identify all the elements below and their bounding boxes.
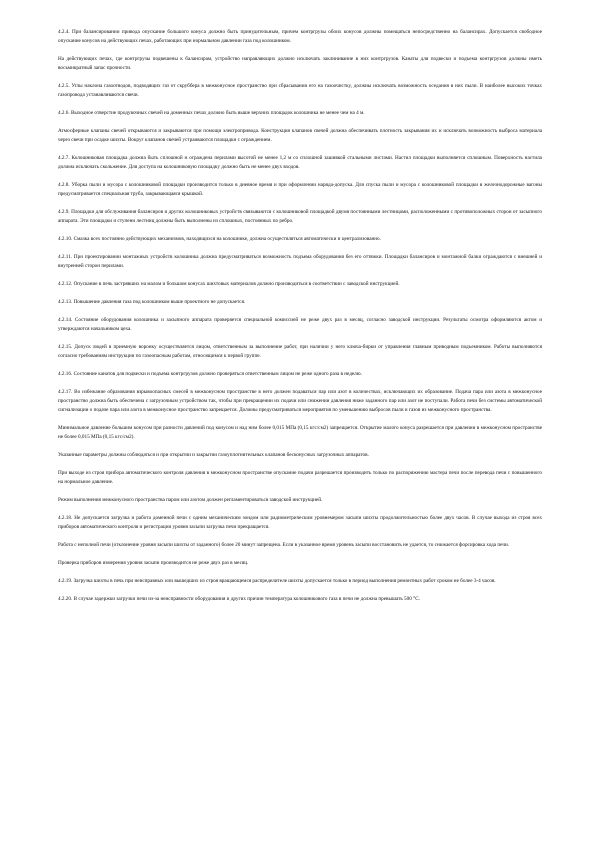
- paragraph-4-2-17: 4.2.17. Во избежание образования взрывоопасных смесей в межконусном пространстве в него должен подаваться пар или азот в количествах, исключающих их образование. Подача пара или азота в межконусное пространство должна быть обеспечена с загрузочным устройством так, чтобы при прекращении их подачи или снижении давления ниже заданного пар или азот не поступали. Работа печи без системы автоматической сигнализации о подаче пара или азота в межконусное пространство запрещается. Должны предусматриваться мероприятия по уменьшению выбросов пыли и газов из межконусного пространства.: [58, 389, 542, 413]
- paragraph-4-2-20: 4.2.20. В случае задержки загрузки печи из-за неисправности оборудования и других причин температура колошникового газа в печи не должна превышать 500 °С.: [58, 596, 420, 602]
- paragraph-4-2-4: 4.2.4. При балансировании привода опускание большого конуса должно быть принудительным, причем контргрузы обоих конусов должны помещаться непосредственно на балансирах. Допускается свободное опускание конусов на действующих печах, работающих при нормальном давлении газа под колошником.: [58, 29, 542, 44]
- paragraph-4-2-10: 4.2.10. Смазка всех постоянно действующих механизмов, находящихся на колошнике, должна осуществляться автоматически и централизованно.: [58, 236, 381, 242]
- paragraph-4-2-6: 4.2.6. Выходное отверстие продувочных свечей на доменных печах должно быть выше верхних площадок колошника не менее чем на 4 м.: [58, 110, 365, 116]
- paragraph-parameters: Указанные параметры должны соблюдаться и при открытии и закрытии газоуплотнительных клапанов бесконусных загрузочных аппаратов.: [58, 452, 369, 458]
- paragraph-4-2-19: 4.2.19. Загрузка шихты в печь при неисправных или вышедших из строя вращающемся распределителе шихты допускается только в период выполнения ремонтных работ сроком не более 3-4 часов.: [58, 578, 496, 584]
- paragraph-4-2-5: 4.2.5. Углы наклона газоотводов, подводящих газ от скруббера в межконусное пространство при сбрасывании его на газоочистку, должны исключать возможность оседания в них пыли. В наиболее высоких точках газопровода устанавливаются свечи.: [58, 83, 542, 98]
- paragraph-4-2-16: 4.2.16. Состояние канатов для подвески и подъема контргрузов должно проверяться ответственным лицом не реже одного раза в неделю.: [58, 371, 362, 377]
- paragraph-level-deviation: Работа с неполной печи (отклонение уровня засыпи шихты от заданного) более 20 минут запрещена. Если в указанное время уровень засыпи восстановить не удается, то снижается форсировка хода печи.: [58, 542, 510, 548]
- paragraph-4-2-14: 4.2.14. Состояние оборудования колошника и засыпного аппарата проверяется специальной комиссией не реже двух раз в месяц, согласно заводской инструкции. Результаты осмотра оформляются актом и утверждаются начальником цеха.: [58, 317, 542, 332]
- paragraph-level-checks: Проверка приборов измерения уровня засыпи производится не реже двух раз в месяц.: [58, 560, 249, 566]
- paragraph-4-2-9: 4.2.9. Площадки для обслуживания балансиров и других колошниковых устройств связываются с колошниковой площадкой двумя постоянными лестницами, расположенными с противоположных сторон от засыпного аппарата. Эти площадки и ступени лестниц должны быть выполнены из сплошных, постоянных по ребро.: [58, 209, 542, 224]
- paragraph-4-2-18: 4.2.18. Не допускается загрузка и работа доменной печи с одним механическим зондом или радиометрическим уровнемером засыпи шихты продолжительностью более двух часов. В случае выхода из строя всех приборов автоматического контроля и регистрации уровня засыпи загрузка печи прекращается.: [58, 515, 542, 530]
- document-page: [58, 28, 542, 613]
- paragraph-4-2-8: 4.2.8. Уборка пыли и мусора с колошниковой площадки производится только в дневное время и при оформлении наряда-допуска. Для спуска пыли и мусора с колошниковой площадки в железнодорожные вагоны предусматривается специальная труба, закрывающаяся крышкой.: [58, 182, 542, 197]
- paragraph-4-2-13: 4.2.13. Повышение давления газа под колошником выше проектного не допускается.: [58, 299, 246, 305]
- paragraph-4-2-12: 4.2.12. Опускание в печь застрявших на малом и большом конусах шихтовых материалов должно производиться в соответствии с заводской инструкцией.: [58, 281, 400, 287]
- paragraph-steam-regime: Режим выполнения межконусного пространства паром или азотом должен регламентироваться заводской инструкцией.: [58, 497, 323, 503]
- paragraph-instrument-failure: При выходе из строя прибора автоматического контроля давления в межконусном пространстве опускание подачи разрешается производить только по распоряжению мастера печи после перевода печи с повышенного на нормальное давление.: [58, 470, 542, 485]
- paragraph-atmospheric-valves: Атмосферные клапаны свечей открываются и закрываются при помощи электропривода. Конструкция клапанов свечей должна обеспечивать плотность закрывания их и исключать возможность выброса материала через свечи при осадке шихты. Вокруг клапанов свечей устраиваются площадки с ограждением.: [58, 128, 542, 143]
- paragraph-4-2-15: 4.2.15. Допуск людей в приемную воронку осуществляется лицом, ответственным за выполнение работ, при наличии у него ключа-бирки от управления главным приводным подъемником. Работы выполняются согласно требованиям инструкции по газоопасным работам, относящимся к первой группе.: [58, 344, 542, 359]
- paragraph-counterweights: На действующих печах, где контргрузы подвешены к балансирам, устройство направляющих должно исключать заклинивание в них контргрузов. Канаты для подвески и подъема контргрузов должны иметь восьмикратный запас прочности.: [58, 56, 542, 71]
- paragraph-pressure-limits: Минимальное давление большим конусом при разности давлений под конусом и над ним более 0,015 МПа (0,15 кгс/см2) запрещается. Открытие малого конуса разрешается при давлении в межконусном пространстве не более 0,015 МПа (0,15 кгс/см2).: [58, 425, 542, 440]
- paragraph-4-2-7: 4.2.7. Колошниковая площадка должна быть сплошной и ограждена перилами высотой не менее 1,2 м со сплошной зашивкой стальными листами. Настил площадки выполняется сплошным. Поверхность настила должна исключать скольжение. Для доступа на колошниковую площадку должно быть не менее двух входов.: [58, 155, 542, 170]
- paragraph-4-2-11: 4.2.11. При проектировании монтажных устройств колошника должна предусматриваться возможность подъема оборудования без его оттяжки. Площадки балансиров и монтажной балки ограждаются с внешней и внутренней сторон перилами.: [58, 254, 542, 269]
